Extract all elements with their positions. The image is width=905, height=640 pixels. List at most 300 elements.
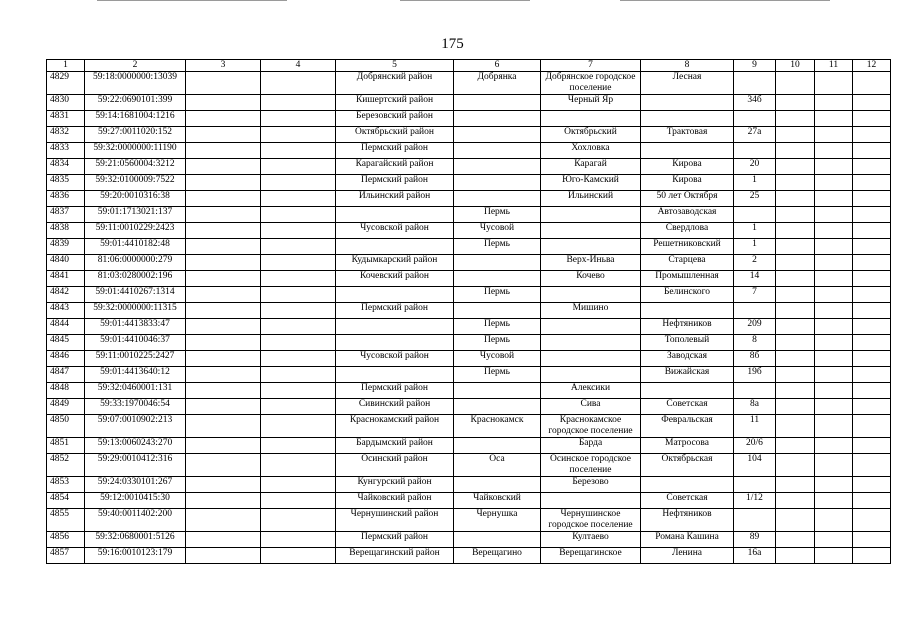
table-cell-col-6: Чайковский [454,493,541,509]
table-cell-col-2: 59:11:0010225:2427 [85,351,186,367]
table-row [47,175,891,191]
table-cell-col-9: 8 [734,335,776,351]
table-cell-col-9: 209 [734,319,776,335]
table-cell-col-9: 1 [734,239,776,255]
table-cell-col-3 [186,335,261,351]
table-cell-col-8: Лесная [641,72,734,95]
table-cell-col-11 [815,454,853,477]
table-row [47,255,891,271]
table-row [47,477,891,493]
table-cell-col-8: Кирова [641,175,734,191]
table-cell-col-5: Чернушинский район [336,509,454,532]
table-cell-col-6: Пермь [454,335,541,351]
table-cell-col-6 [454,95,541,111]
column-header-1: 1 [47,60,85,72]
table-cell-col-4 [261,399,336,415]
table-cell-col-7 [541,335,641,351]
table-cell-col-3 [186,287,261,303]
table-cell-col-1: 4834 [47,159,85,175]
table-cell-col-8 [641,111,734,127]
table-cell-col-5: Чусовской район [336,351,454,367]
table-cell-col-3 [186,191,261,207]
table-cell-col-4 [261,415,336,438]
table-cell-col-7 [541,207,641,223]
table-cell-col-10 [776,319,815,335]
table-row [47,239,891,255]
table-row [47,303,891,319]
table-cell-col-8: Матросова [641,438,734,454]
table-cell-col-5: Пермский район [336,175,454,191]
table-cell-col-3 [186,532,261,548]
table-cell-col-1: 4843 [47,303,85,319]
table-cell-col-12 [853,95,891,111]
table-body [47,72,891,564]
table-cell-col-12 [853,509,891,532]
table-cell-col-2: 81:06:0000000:279 [85,255,186,271]
table-cell-col-2: 59:12:0010415:30 [85,493,186,509]
table-cell-col-10 [776,143,815,159]
table-row [47,532,891,548]
table-cell-col-8: Нефтяников [641,509,734,532]
table-cell-col-9: 14 [734,271,776,287]
table-cell-col-11 [815,319,853,335]
table-cell-col-8: Нефтяников [641,319,734,335]
table-cell-col-9: 89 [734,532,776,548]
table-cell-col-1: 4831 [47,111,85,127]
table-cell-col-10 [776,175,815,191]
table-row [47,191,891,207]
table-cell-col-12 [853,72,891,95]
table-cell-col-3 [186,438,261,454]
table-cell-col-2: 59:01:4410046:37 [85,335,186,351]
table-cell-col-12 [853,438,891,454]
table-cell-col-1: 4835 [47,175,85,191]
table-cell-col-6 [454,383,541,399]
table-cell-col-4 [261,271,336,287]
table-cell-col-3 [186,319,261,335]
table-cell-col-2: 59:32:0000000:11315 [85,303,186,319]
table-cell-col-4 [261,159,336,175]
table-row [47,438,891,454]
table-cell-col-1: 4856 [47,532,85,548]
table-cell-col-11 [815,351,853,367]
table-cell-col-4 [261,191,336,207]
table-cell-col-5 [336,287,454,303]
table-cell-col-11 [815,191,853,207]
table-cell-col-7 [541,351,641,367]
table-cell-col-7: Юго-Камский [541,175,641,191]
table-cell-col-5: Бардымский район [336,438,454,454]
table-cell-col-7: Култаево [541,532,641,548]
table-cell-col-7 [541,239,641,255]
table-cell-col-11 [815,303,853,319]
table-cell-col-9 [734,207,776,223]
table-cell-col-1: 4844 [47,319,85,335]
table-cell-col-12 [853,239,891,255]
table-cell-col-4 [261,287,336,303]
table-cell-col-6 [454,303,541,319]
table-cell-col-7: Осинское городское поселение [541,454,641,477]
table-cell-col-8 [641,477,734,493]
table-cell-col-1: 4838 [47,223,85,239]
column-header-11: 11 [815,60,853,72]
table-cell-col-8 [641,383,734,399]
table-cell-col-1: 4845 [47,335,85,351]
column-header-7: 7 [541,60,641,72]
table-cell-col-4 [261,438,336,454]
table-cell-col-8: 50 лет Октября [641,191,734,207]
table-cell-col-2: 59:33:1970046:54 [85,399,186,415]
table-cell-col-3 [186,351,261,367]
table-cell-col-5: Пермский район [336,532,454,548]
table-cell-col-1: 4854 [47,493,85,509]
table-cell-col-12 [853,143,891,159]
table-cell-col-11 [815,438,853,454]
table-cell-col-11 [815,72,853,95]
table-cell-col-3 [186,399,261,415]
table-cell-col-5 [336,239,454,255]
table-cell-col-1: 4846 [47,351,85,367]
table-cell-col-2: 59:40:0011402:200 [85,509,186,532]
table-cell-col-1: 4829 [47,72,85,95]
table-cell-col-3 [186,95,261,111]
table-cell-col-6: Верещагино [454,548,541,564]
page-number: 175 [441,36,464,52]
table-cell-col-8: Промышленная [641,271,734,287]
table-cell-col-7: Кочево [541,271,641,287]
table-cell-col-7 [541,493,641,509]
table-cell-col-12 [853,127,891,143]
column-header-8: 8 [641,60,734,72]
table-cell-col-6 [454,271,541,287]
table-cell-col-9 [734,72,776,95]
table-cell-col-1: 4841 [47,271,85,287]
table-cell-col-8: Свердлова [641,223,734,239]
table-cell-col-10 [776,271,815,287]
table-cell-col-6 [454,127,541,143]
table-cell-col-9 [734,383,776,399]
table-cell-col-4 [261,143,336,159]
table-cell-col-11 [815,399,853,415]
table-cell-col-6 [454,191,541,207]
table-cell-col-11 [815,415,853,438]
table-cell-col-11 [815,223,853,239]
column-header-6: 6 [454,60,541,72]
column-header-9: 9 [734,60,776,72]
table-cell-col-9: 8а [734,399,776,415]
table-cell-col-10 [776,127,815,143]
table-cell-col-3 [186,159,261,175]
table-cell-col-11 [815,127,853,143]
table-cell-col-2: 59:13:0060243:270 [85,438,186,454]
table-cell-col-5: Краснокамский район [336,415,454,438]
table-cell-col-6 [454,255,541,271]
table-cell-col-8: Трактовая [641,127,734,143]
table-cell-col-2: 59:11:0010229:2423 [85,223,186,239]
table-row [47,351,891,367]
table-cell-col-12 [853,399,891,415]
table-cell-col-5: Кочевский район [336,271,454,287]
table-cell-col-3 [186,548,261,564]
table-cell-col-12 [853,319,891,335]
table-cell-col-6: Пермь [454,287,541,303]
table-cell-col-7: Хохловка [541,143,641,159]
table-cell-col-11 [815,95,853,111]
table-row [47,143,891,159]
table-row [47,454,891,477]
table-cell-col-3 [186,72,261,95]
table-cell-col-4 [261,255,336,271]
table-cell-col-5: Кунгурский район [336,477,454,493]
table-row [47,319,891,335]
table-cell-col-10 [776,207,815,223]
table-cell-col-7: Добрянское городское поселение [541,72,641,95]
table-cell-col-2: 59:32:0680001:5126 [85,532,186,548]
table-cell-col-10 [776,477,815,493]
column-header-4: 4 [261,60,336,72]
table-cell-col-10 [776,111,815,127]
table-cell-col-10 [776,415,815,438]
register-table [46,59,891,564]
table-cell-col-1: 4848 [47,383,85,399]
table-cell-col-10 [776,532,815,548]
table-cell-col-2: 59:01:4413833:47 [85,319,186,335]
top-rule-right [620,0,830,1]
table-cell-col-2: 81:03:0280002:196 [85,271,186,287]
table-cell-col-4 [261,335,336,351]
table-cell-col-5: Кишертский район [336,95,454,111]
table-cell-col-8: Решетниковский [641,239,734,255]
table-cell-col-9: 19б [734,367,776,383]
table-cell-col-1: 4833 [47,143,85,159]
table-cell-col-9 [734,111,776,127]
table-cell-col-1: 4836 [47,191,85,207]
table-cell-col-3 [186,493,261,509]
table-cell-col-1: 4840 [47,255,85,271]
table-row [47,548,891,564]
table-cell-col-4 [261,367,336,383]
table-cell-col-3 [186,415,261,438]
table-cell-col-11 [815,532,853,548]
table-cell-col-6 [454,438,541,454]
table-cell-col-1: 4853 [47,477,85,493]
table-cell-col-6: Пермь [454,319,541,335]
table-cell-col-11 [815,287,853,303]
table-cell-col-8: Заводская [641,351,734,367]
table-cell-col-8 [641,303,734,319]
table-cell-col-12 [853,207,891,223]
table-cell-col-5: Пермский район [336,383,454,399]
table-cell-col-6: Чусовой [454,223,541,239]
table-cell-col-2: 59:18:0000000:13039 [85,72,186,95]
table-row [47,367,891,383]
table-cell-col-11 [815,548,853,564]
table-cell-col-9 [734,509,776,532]
table-cell-col-1: 4850 [47,415,85,438]
table-cell-col-7: Березово [541,477,641,493]
table-cell-col-3 [186,175,261,191]
table-row [47,287,891,303]
table-cell-col-11 [815,255,853,271]
table-cell-col-7: Мишино [541,303,641,319]
table-row [47,127,891,143]
table-cell-col-12 [853,383,891,399]
table-cell-col-9: 1/12 [734,493,776,509]
table-cell-col-7 [541,367,641,383]
table-cell-col-10 [776,509,815,532]
table-cell-col-2: 59:21:0560004:3212 [85,159,186,175]
table-cell-col-7: Октябрьский [541,127,641,143]
table-cell-col-1: 4830 [47,95,85,111]
table-cell-col-10 [776,383,815,399]
table-cell-col-6 [454,399,541,415]
table-cell-col-11 [815,383,853,399]
table-cell-col-8: Вижайская [641,367,734,383]
table-cell-col-6 [454,477,541,493]
table-cell-col-10 [776,367,815,383]
table-cell-col-9: 16а [734,548,776,564]
table-cell-col-8: Советская [641,399,734,415]
table-cell-col-10 [776,239,815,255]
table-cell-col-4 [261,454,336,477]
table-cell-col-2: 59:01:4410182:48 [85,239,186,255]
table-cell-col-3 [186,271,261,287]
table-cell-col-6 [454,532,541,548]
table-row [47,207,891,223]
table-cell-col-10 [776,303,815,319]
table-cell-col-1: 4852 [47,454,85,477]
table-cell-col-11 [815,159,853,175]
table-cell-col-1: 4832 [47,127,85,143]
table-cell-col-10 [776,72,815,95]
table-row [47,111,891,127]
table-cell-col-3 [186,303,261,319]
table-cell-col-1: 4839 [47,239,85,255]
table-cell-col-1: 4851 [47,438,85,454]
table-cell-col-9 [734,143,776,159]
table-cell-col-1: 4847 [47,367,85,383]
table-cell-col-7: Верх-Иньва [541,255,641,271]
table-cell-col-9 [734,303,776,319]
table-cell-col-1: 4837 [47,207,85,223]
table-cell-col-2: 59:22:0690101:399 [85,95,186,111]
table-cell-col-10 [776,159,815,175]
table-cell-col-11 [815,111,853,127]
table-cell-col-5: Пермский район [336,303,454,319]
table-cell-col-7: Алексики [541,383,641,399]
table-cell-col-11 [815,239,853,255]
table-cell-col-12 [853,255,891,271]
table-cell-col-8: Белинского [641,287,734,303]
table-cell-col-10 [776,548,815,564]
table-cell-col-11 [815,477,853,493]
table-cell-col-12 [853,303,891,319]
table-cell-col-4 [261,509,336,532]
table-cell-col-3 [186,143,261,159]
table-cell-col-6: Пермь [454,207,541,223]
table-cell-col-5: Сивинский район [336,399,454,415]
table-cell-col-9: 20 [734,159,776,175]
table-cell-col-11 [815,367,853,383]
table-row [47,271,891,287]
header-row [47,60,891,72]
table-cell-col-2: 59:32:0000000:11190 [85,143,186,159]
table-cell-col-12 [853,367,891,383]
table-cell-col-10 [776,399,815,415]
column-header-3: 3 [186,60,261,72]
table-cell-col-4 [261,319,336,335]
table-cell-col-12 [853,415,891,438]
table-row [47,72,891,95]
table-row [47,399,891,415]
table-cell-col-12 [853,532,891,548]
table-cell-col-9: 11 [734,415,776,438]
table-cell-col-9: 20/6 [734,438,776,454]
table-cell-col-12 [853,111,891,127]
table-cell-col-7: Чернушинское городское поселение [541,509,641,532]
table-cell-col-2: 59:27:0011020:152 [85,127,186,143]
table-cell-col-1: 4855 [47,509,85,532]
table-cell-col-2: 59:32:0100009:7522 [85,175,186,191]
table-cell-col-4 [261,532,336,548]
column-header-10: 10 [776,60,815,72]
table-cell-col-10 [776,255,815,271]
table-cell-col-7: Черный Яр [541,95,641,111]
table-cell-col-7: Карагай [541,159,641,175]
top-rule-left [97,0,287,1]
table-cell-col-3 [186,111,261,127]
table-cell-col-4 [261,207,336,223]
table-row [47,95,891,111]
table-cell-col-10 [776,191,815,207]
table-cell-col-8: Старцева [641,255,734,271]
table-cell-col-10 [776,493,815,509]
table-cell-col-4 [261,239,336,255]
table-cell-col-7 [541,223,641,239]
table-cell-col-7: Сива [541,399,641,415]
table-cell-col-10 [776,454,815,477]
table-cell-col-6 [454,175,541,191]
table-row [47,335,891,351]
table-cell-col-8: Ленина [641,548,734,564]
table-cell-col-11 [815,335,853,351]
table-cell-col-11 [815,271,853,287]
table-cell-col-3 [186,207,261,223]
table-row [47,383,891,399]
table-cell-col-4 [261,548,336,564]
table-row [47,509,891,532]
table-cell-col-9: 1 [734,175,776,191]
table-cell-col-1: 4849 [47,399,85,415]
table-cell-col-9: 25 [734,191,776,207]
table-cell-col-12 [853,287,891,303]
table-row [47,223,891,239]
table-cell-col-3 [186,509,261,532]
table-cell-col-5: Осинский район [336,454,454,477]
table-cell-col-9: 34б [734,95,776,111]
table-cell-col-3 [186,255,261,271]
table-cell-col-12 [853,223,891,239]
table-cell-col-9: 27а [734,127,776,143]
table-cell-col-10 [776,223,815,239]
table-cell-col-2: 59:24:0330101:267 [85,477,186,493]
table-cell-col-8: Советская [641,493,734,509]
table-cell-col-10 [776,287,815,303]
table-cell-col-3 [186,127,261,143]
table-cell-col-12 [853,175,891,191]
table-cell-col-2: 59:14:1681004:1216 [85,111,186,127]
table-cell-col-4 [261,351,336,367]
